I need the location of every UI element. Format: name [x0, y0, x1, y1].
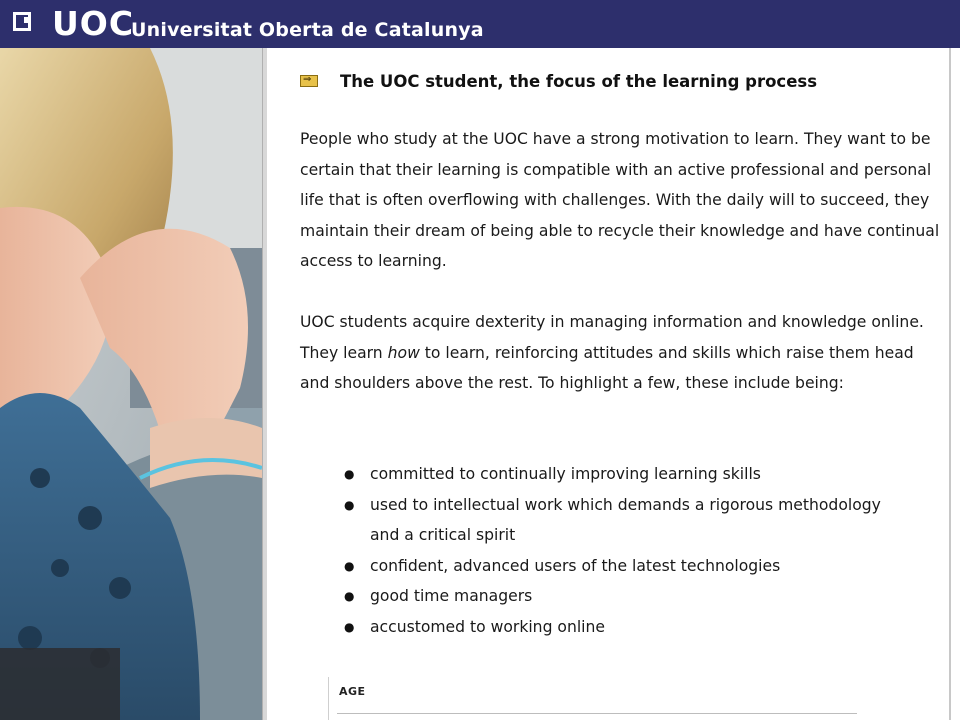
header-bar — [0, 0, 960, 48]
list-item — [300, 612, 900, 643]
skills-paragraph — [300, 307, 940, 399]
bullet-icon: ● — [344, 589, 355, 604]
list-item-text: accustomed to working online — [370, 617, 605, 636]
list-item-text: good time managers — [370, 587, 533, 606]
bullet-icon: ● — [344, 467, 355, 481]
right-border — [949, 48, 960, 720]
footer-panel — [328, 677, 941, 720]
logo-text: UOC — [52, 4, 135, 43]
skills-text-after: to learn, reinforcing attitudes and skills which raise them head and shoulders above the rest. To highlight a few, these include being: — [300, 343, 914, 393]
qualities-list — [300, 459, 900, 643]
list-item-text: confident, advanced users of the latest technologies — [370, 556, 781, 575]
student-photo — [0, 48, 262, 720]
skills-emphasis: how — [387, 343, 420, 362]
university-name: Universitat Oberta de Catalunya — [131, 19, 484, 41]
list-item-text: used to intellectual work which demands a rigorous methodology and a critical spirit — [370, 495, 881, 545]
skills-text-before: UOC students acquire dexterity in managing information and knowledge online. They learn — [300, 313, 924, 362]
arrow-right-icon — [300, 75, 318, 87]
footer-label: AGE — [339, 685, 366, 698]
footer-divider — [337, 713, 857, 714]
list-item — [300, 490, 900, 551]
bullet-icon: ● — [344, 558, 355, 573]
list-item-text: committed to continually improving learning skills — [370, 465, 761, 483]
section-title: The UOC student, the focus of the learning process — [340, 72, 818, 91]
list-item — [300, 581, 900, 612]
intro-paragraph: People who study at the UOC have a strong motivation to learn. They want to be certain that their learning is compatible with an active professional and personal life that is often overflowing with challenges. With the daily will to succeed, they maintain their dream of being able to recycle their knowledge and have continual access to learning. — [300, 130, 940, 271]
bullet-icon: ● — [344, 497, 355, 512]
list-item — [300, 551, 900, 582]
list-item — [300, 459, 900, 490]
bullet-icon: ● — [344, 619, 355, 634]
content-divider — [262, 48, 267, 720]
uoc-logo-icon — [13, 12, 31, 31]
